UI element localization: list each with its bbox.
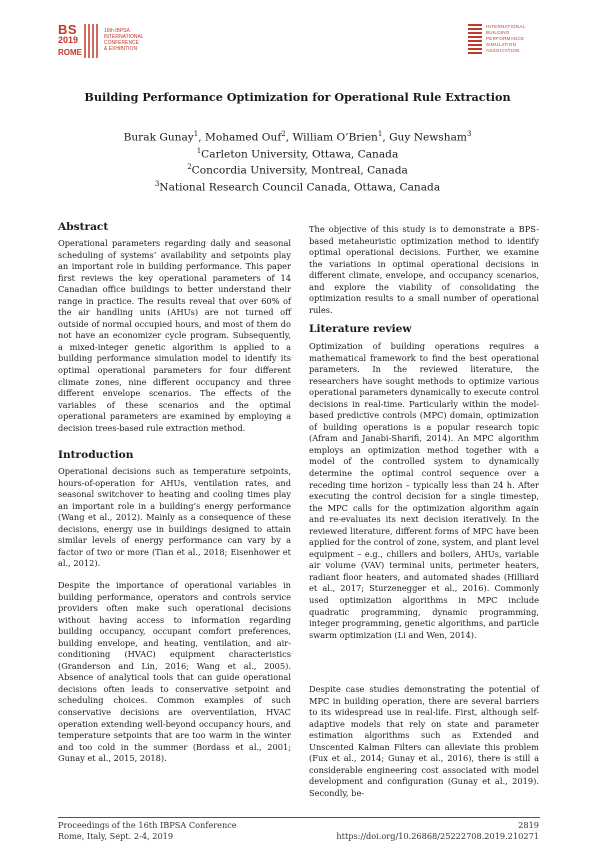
objective-paragraph: The objective of this study is to demonstrate a BPS-based metaheuristic optimization method to identify optimal operational decisions. Further, we examine the variations in optimal operational decisions in different climate, envelope, and occupancy scenarios, and explore the viability of consolidating the optimization results to a small number of operational rules. — [309, 224, 539, 315]
ibpsa-mark — [468, 24, 482, 54]
affiliation — [0, 178, 595, 195]
logo-line: INTERNATIONAL — [104, 34, 144, 40]
footer-rule — [58, 817, 540, 818]
conference-logo — [58, 22, 156, 60]
ibpsa-line: BUILDING — [486, 30, 510, 35]
author-name: Guy Newsham — [389, 131, 467, 144]
abstract-heading: Abstract — [58, 221, 109, 233]
introduction-heading: Introduction — [58, 449, 134, 461]
affiliation-text: Concordia University, Montreal, Canada — [191, 165, 408, 177]
affiliation-text: National Research Council Canada, Ottawa, Canada — [159, 181, 441, 194]
abstract-text: Operational parameters regarding daily and seasonal scheduling of systems’ availability and setpoints play an important role in building performance. This paper first reviews the key operational parameters of 14 Canadian office buildings to better understand their range in practice. The results reveal that over 60% of the air handling units (AHUs) are not turned off outside of normal occupied hours, and most of them do not have an economizer cycle program. Subsequently, a mixed-integer genetic algorithm is applied to a building performance simulation model to identify its optimal operational parameters for four different climate zones, nine different occupancy and three different envelope scenarios. The effects of the variables of these scenarios and the optimal operational parameters are examined by employing a decision trees-based rule extraction method. — [58, 238, 291, 433]
ibpsa-line: SIMULATION — [486, 42, 517, 47]
author-sup: 1 — [193, 130, 199, 138]
author-list: Burak Gunay$^1$, Mohamed Ouf$^2$, William O’Brien$^1$, Guy Newsham$^3$ — [123, 130, 472, 144]
logo-year-text: 2019 — [58, 35, 79, 45]
page-number: 2819 — [518, 820, 539, 830]
footer-proceedings: Proceedings of the 16th IBPSA Conference — [58, 820, 237, 830]
author-sup: 2 — [281, 130, 286, 138]
logo-stripes — [84, 24, 100, 58]
affiliation-text: Carleton University, Ottawa, Canada — [201, 148, 399, 161]
author-sup: 3 — [466, 130, 472, 138]
author-name: William O’Brien — [292, 131, 378, 144]
affiliation-sup: 3 — [154, 180, 160, 189]
footer-right — [336, 820, 539, 842]
logo-lines — [104, 28, 156, 52]
author-name: Burak Gunay — [123, 131, 194, 144]
affiliation — [0, 161, 595, 178]
paper-title: Building Performance Optimization for Operational Rule Extraction — [84, 90, 511, 104]
affiliation-sup: 1 — [196, 146, 202, 155]
introduction-paragraph-1: Operational decisions such as temperature setpoints, hours-of-operation for AHUs, ventilation rates, and seasonal switchover to heating and cooling times play an important role in a building’s energy performance (Wang et al., 2012). Mainly as a consequence of these decisions, energy use in buildings designed to attain similar levels of energy performance can vary by a factor of two or more (Tian et al., 2018; Eisenhower et al., 2012). — [58, 466, 291, 569]
author-block — [0, 128, 595, 195]
doi-link[interactable]: https://doi.org/10.26868/25222708.2019.210271 — [336, 831, 539, 841]
ibpsa-line: ASSOCIATION — [486, 48, 520, 53]
logo-bs-text: BS — [58, 22, 78, 37]
affiliation — [0, 145, 595, 162]
logo-line: & EXHIBITION — [104, 46, 138, 52]
footer-left — [58, 820, 237, 842]
logo-line: 16th IBPSA — [104, 28, 130, 34]
literature-heading: Literature review — [309, 323, 412, 335]
ibpsa-logo-lines — [486, 24, 526, 54]
footer-location: Rome, Italy, Sept. 2-4, 2019 — [58, 831, 174, 841]
logo-line: CONFERENCE — [104, 40, 140, 46]
introduction-paragraph-2: Despite the importance of operational variables in building performance, operators and controls service providers often make such operational decisions without having access to information regarding building occupancy, occupant comfort preferences, building envelope, and heating, ventilation, and air-conditioning (HVAC) equipment characteristics (Granderson and Lin, 2016; Wang et al., 2005). Absence of analytical tools that can guide operational decisions often leads to conservative setpoint and scheduling choices. Common examples of such conservative decisions are overventilation, HVAC operation extending well-beyond occupancy hours, and temperature setpoints that are too warm in the winter and too cold in the summer (Bordass et al., 2001; Gunay et al., 2015, 2018). — [58, 580, 291, 764]
ibpsa-logo — [468, 22, 540, 58]
author-sup: 1 — [377, 130, 383, 138]
ibpsa-line: INTERNATIONAL — [486, 24, 526, 29]
author-name: Mohamed Ouf — [204, 131, 282, 144]
affiliation-sup: 2 — [187, 163, 192, 172]
literature-paragraph-1: Optimization of building operations requires a mathematical framework to find the best operational parameters. In the reviewed literature, the researchers have sought methods to optimize various operational parameters dynamically to execute control decisions in real-time. Particularly within the model-based predictive controls (MPC) domain, optimization of building operations is a popular research topic (Afram and Janabi-Sharifi, 2014). An MPC algorithm employs an optimization method together with a model of the controlled system to dynamically determine the optimal control sequence over a receding time horizon – typically less than 24 h. After executing the control decision for a single timestep, the MPC calls for the optimization algorithm again and re-evaluates its next decision iteratively. In the reviewed literature, different forms of MPC have been applied for the control of zone, system, and plant level equipment – e.g., chillers and boilers, AHUs, variable air volume (VAV) terminal units, perimeter heaters, radiant floor heaters, and automated shades (Hilliard et al., 2017; Sturzenegger et al., 2016). Commonly used optimization algorithms in MPC include quadratic programming, dynamic programming, integer programming, genetic algorithms, and particle swarm optimization (Li and Wen, 2014). — [309, 341, 539, 640]
logo-city-text: ROME — [58, 48, 82, 57]
literature-paragraph-2: Despite case studies demonstrating the potential of MPC in building operation, there are several barriers to its widespread use in real-life. First, although self-adaptive models that rely on state and parameter estimation algorithms such as Extended and Unscented Kalman Filters can alleviate this problem (Fux et al., 2014; Gunay et al., 2016), there is still a considerable engineering cost associated with model development and configuration (Gunay et al., 2019). Secondly, be- — [309, 684, 539, 798]
ibpsa-line: PERFORMANCE — [486, 36, 525, 41]
